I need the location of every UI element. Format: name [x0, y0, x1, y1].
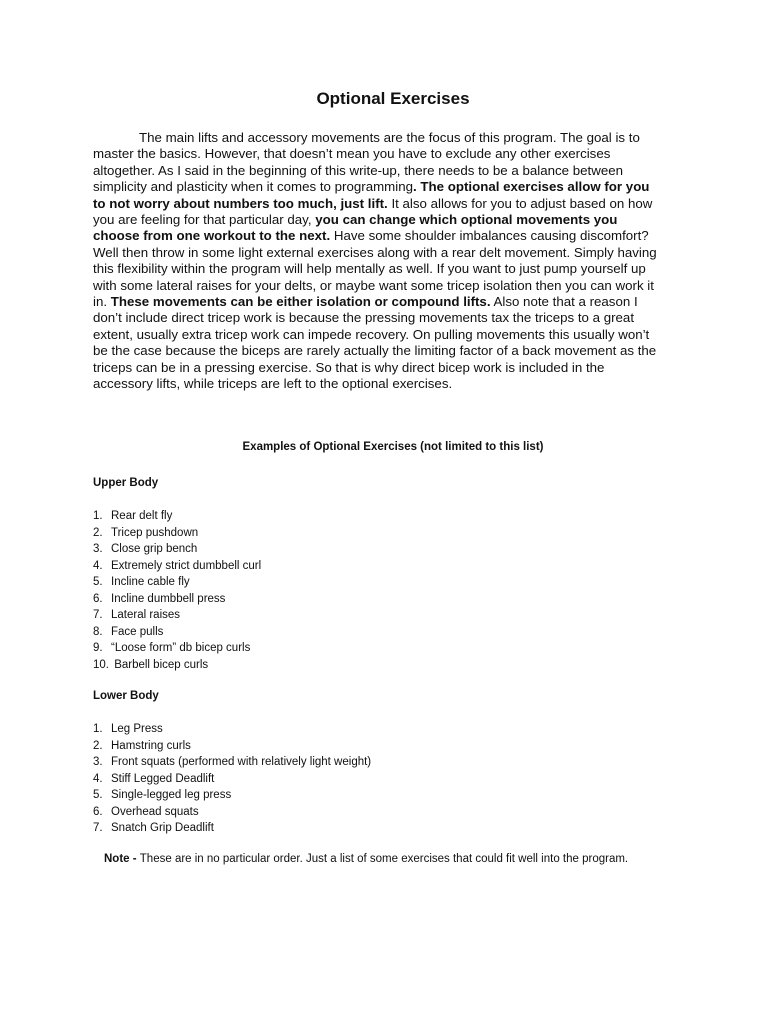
- text-run: extent, usually extra tricep work can impede recovery. On pulling movements this usually won’t: [93, 326, 650, 342]
- list-item-text: Stiff Legged Deadlift: [111, 772, 215, 785]
- list-item-number: 6.: [93, 592, 103, 605]
- text-run: The main lifts and accessory movements are the focus of this program. The goal is to: [139, 130, 640, 145]
- list-item: [93, 591, 261, 608]
- text-run: in.: [93, 294, 111, 310]
- list-item: [93, 738, 371, 755]
- text-run: altogether. As I said in the beginning of this write-up, there needs to be a balance between: [93, 162, 624, 178]
- list-item: [93, 657, 261, 674]
- text-run: be the case because the biceps are rarely actually the limiting factor of a back movement as the: [93, 343, 657, 359]
- upper-body-list: [93, 508, 261, 673]
- bold-text: These movements can be either isolation or compound lifts.: [110, 294, 491, 310]
- text-run: don’t include direct tricep work is because the pressing movements tax the triceps to a great: [93, 310, 635, 326]
- bold-text: to not worry about numbers too much, just lift.: [93, 195, 388, 211]
- intro-line: [93, 376, 718, 392]
- text-run: Have some shoulder imbalances causing discomfort?: [330, 228, 649, 244]
- list-item-text: Hamstring curls: [111, 739, 191, 752]
- intro-line: [93, 163, 718, 179]
- text-run: Well then throw in some light external exercises along with a rear delt movement. Simply having: [93, 244, 657, 260]
- intro-line: [93, 278, 718, 294]
- list-item-number: 5.: [93, 576, 103, 588]
- list-item-text: Close grip bench: [111, 543, 198, 555]
- list-item-text: Snatch Grip Deadlift: [111, 822, 214, 834]
- intro-line: [93, 310, 718, 326]
- text-run: you are feeling for that particular day,: [93, 212, 316, 228]
- list-item-text: Tricep pushdown: [111, 526, 199, 539]
- intro-line: [93, 130, 718, 146]
- intro-line: [93, 179, 718, 195]
- list-item: [93, 721, 371, 738]
- intro-line: [93, 245, 718, 261]
- list-item-number: 3.: [93, 543, 103, 555]
- list-item-number: 1.: [93, 510, 103, 522]
- list-item-text: Incline cable fly: [111, 576, 190, 588]
- list-item: [93, 787, 371, 804]
- list-item: [93, 607, 261, 624]
- list-item-text: Extremely strict dumbbell curl: [111, 559, 262, 572]
- list-item-text: Overhead squats: [111, 805, 199, 818]
- list-item-number: 7.: [93, 822, 103, 834]
- list-item-number: 3.: [93, 756, 103, 768]
- list-item: [93, 804, 371, 821]
- list-item-number: 9.: [93, 642, 103, 654]
- list-item: [93, 820, 371, 837]
- text-run: It also allows for you to adjust based on how: [387, 195, 653, 211]
- bold-text: you can change which optional movements you: [315, 212, 618, 228]
- list-item-number: 8.: [93, 625, 103, 638]
- list-item-number: 6.: [93, 805, 103, 818]
- list-item-number: 7.: [93, 609, 103, 621]
- list-item: [93, 640, 261, 657]
- list-item-number: 5.: [93, 789, 103, 801]
- list-item-number: 4.: [93, 559, 103, 572]
- intro-line: [93, 343, 718, 359]
- intro-line: [93, 196, 718, 212]
- list-item: [93, 574, 261, 591]
- list-item: [93, 508, 261, 525]
- list-item-text: Incline dumbbell press: [111, 592, 226, 605]
- upper-body-heading: Upper Body: [93, 477, 159, 489]
- list-item: [93, 558, 261, 575]
- list-item-text: “Loose form” db bicep curls: [111, 642, 251, 654]
- list-item-text: Rear delt fly: [111, 510, 173, 522]
- intro-line: [93, 146, 718, 162]
- page-title: Optional Exercises: [316, 89, 470, 108]
- examples-heading: Examples of Optional Exercises (not limited to this list): [242, 441, 544, 453]
- note-text: These are in no particular order. Just a list of some exercises that could fit well into the program.: [139, 853, 629, 865]
- list-item: [93, 541, 261, 558]
- list-item: [93, 525, 261, 542]
- list-item: [93, 754, 371, 771]
- text-run: accessory lifts, while triceps are left to the optional exercises.: [93, 376, 453, 392]
- note: [104, 853, 628, 865]
- list-item-number: 4.: [93, 772, 103, 785]
- note-prefix: Note -: [104, 853, 140, 865]
- list-item-text: Leg Press: [111, 723, 163, 735]
- text-run: master the basics. However, that doesn’t mean you have to exclude any other exercises: [93, 146, 611, 162]
- bold-text: . The optional exercises allow for you: [412, 179, 650, 195]
- list-item-number: 10.: [93, 658, 109, 671]
- intro-line: [93, 261, 718, 277]
- intro-line: [93, 212, 718, 228]
- intro-line: [93, 327, 718, 343]
- list-item-text: Lateral raises: [111, 609, 181, 621]
- bold-text: choose from one workout to the next.: [93, 228, 331, 244]
- text-run: this flexibility within the program will help mentally as well. If you want to just pump yourself up: [93, 261, 646, 277]
- text-run: triceps can be in a pressing exercise. So that is why direct bicep work is included in the: [93, 359, 605, 375]
- list-item-text: Single-legged leg press: [111, 789, 232, 801]
- list-item-text: Face pulls: [111, 625, 164, 638]
- list-item: [93, 624, 261, 641]
- text-run: Also note that a reason I: [490, 294, 638, 310]
- list-item-number: 2.: [93, 526, 103, 539]
- list-item-text: Front squats (performed with relatively light weight): [111, 756, 372, 768]
- text-run: with some lateral raises for your delts, or maybe want some tricep isolation then you can work it: [93, 277, 654, 293]
- text-run: simplicity and plasticity when it comes to programming: [93, 179, 413, 195]
- intro-line: [93, 294, 718, 310]
- intro-paragraph: [93, 130, 718, 393]
- intro-line: [93, 360, 718, 376]
- list-item-number: 2.: [93, 739, 103, 752]
- list-item-number: 1.: [93, 723, 103, 735]
- intro-line: [93, 228, 718, 244]
- lower-body-heading: Lower Body: [93, 690, 159, 702]
- lower-body-list: [93, 721, 371, 837]
- list-item: [93, 771, 371, 788]
- list-item-text: Barbell bicep curls: [111, 658, 209, 671]
